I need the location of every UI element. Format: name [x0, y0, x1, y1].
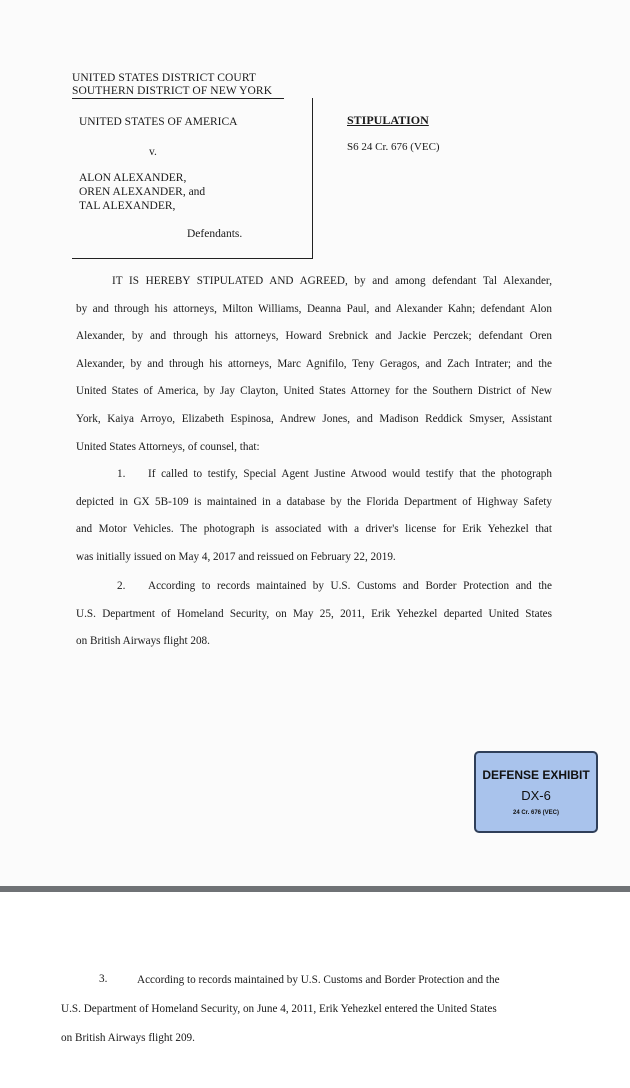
- court-name: UNITED STATES DISTRICT COURT: [72, 72, 257, 84]
- paragraph-1: [76, 461, 552, 571]
- paragraph-3-number: 3.: [99, 973, 108, 985]
- paragraph-2-line: According to records maintained by U.S. Customs and Border Protection and the: [148, 580, 552, 592]
- exhibit-number: DX-6: [521, 788, 551, 803]
- paragraph-3: [61, 966, 560, 1053]
- paragraph-1-line: was initially issued on May 4, 2017 and reissued on February 22, 2019.: [76, 550, 396, 563]
- paragraph-1-line: depicted in GX 5B-109 is maintained in a database by the Florida Department of Highway Safety: [76, 495, 552, 508]
- document-title: STIPULATION: [347, 113, 429, 127]
- exhibit-case-number: 24 Cr. 676 (VEC): [512, 810, 560, 816]
- court-district: SOUTHERN DISTRICT OF NEW YORK: [72, 85, 273, 97]
- document-page-2: [0, 892, 630, 1088]
- paragraph-3-line: on British Airways flight 209.: [61, 1032, 195, 1044]
- intro-paragraph: [76, 268, 552, 461]
- paragraph-3-line: According to records maintained by U.S. Customs and Border Protection and the: [137, 974, 500, 986]
- court-heading: [72, 72, 272, 98]
- intro-line: by and through his attorneys, Milton Williams, Deanna Paul, and Alexander Kahn; defendant Alon: [76, 302, 552, 315]
- paragraph-3-line: U.S. Department of Homeland Security, on June 4, 2011, Erik Yehezkel entered the United States: [61, 1003, 497, 1015]
- caption-defendant-1: ALON ALEXANDER,: [79, 172, 187, 184]
- paragraph-1-number: 1.: [117, 468, 126, 480]
- caption-versus: v.: [149, 146, 157, 158]
- defense-exhibit-sticker: [474, 751, 598, 833]
- paragraph-2-number: 2.: [117, 580, 126, 592]
- paragraph-2-line: on British Airways flight 208.: [76, 635, 210, 648]
- intro-line: IT IS HEREBY STIPULATED AND AGREED, by and among defendant Tal Alexander,: [112, 275, 552, 287]
- caption-plaintiff: UNITED STATES OF AMERICA: [79, 116, 238, 128]
- intro-line: York, Kaiya Arroyo, Elizabeth Espinosa, Andrew Jones, and Madison Reddick Smyser, Assistant: [76, 412, 552, 425]
- paragraph-2: [76, 573, 552, 656]
- intro-line: United States of America, by Jay Clayton, United States Attorney for the Southern District of New: [76, 385, 552, 398]
- intro-line: Alexander, by and through his attorneys, Marc Agnifilo, Teny Geragos, and Zach Intrater; and the: [76, 357, 552, 370]
- intro-line: Alexander, by and through his attorneys, Howard Srebnick and Jackie Perczek; defendant Oren: [76, 330, 552, 343]
- paragraph-1-line: and Motor Vehicles. The photograph is associated with a driver's license for Erik Yehezkel that: [76, 523, 552, 536]
- caption-defendant-3: TAL ALEXANDER,: [79, 200, 176, 212]
- intro-line: United States Attorneys, of counsel, that:: [76, 440, 260, 453]
- paragraph-1-line: If called to testify, Special Agent Justine Atwood would testify that the photograph: [148, 468, 552, 480]
- caption-defendants-label: Defendants.: [187, 228, 243, 240]
- exhibit-title: DEFENSE EXHIBIT: [482, 768, 590, 782]
- caption-defendant-2: OREN ALEXANDER, and: [79, 186, 206, 198]
- case-number: S6 24 Cr. 676 (VEC): [347, 141, 440, 153]
- paragraph-2-line: U.S. Department of Homeland Security, on May 25, 2011, Erik Yehezkel departed United States: [76, 607, 552, 620]
